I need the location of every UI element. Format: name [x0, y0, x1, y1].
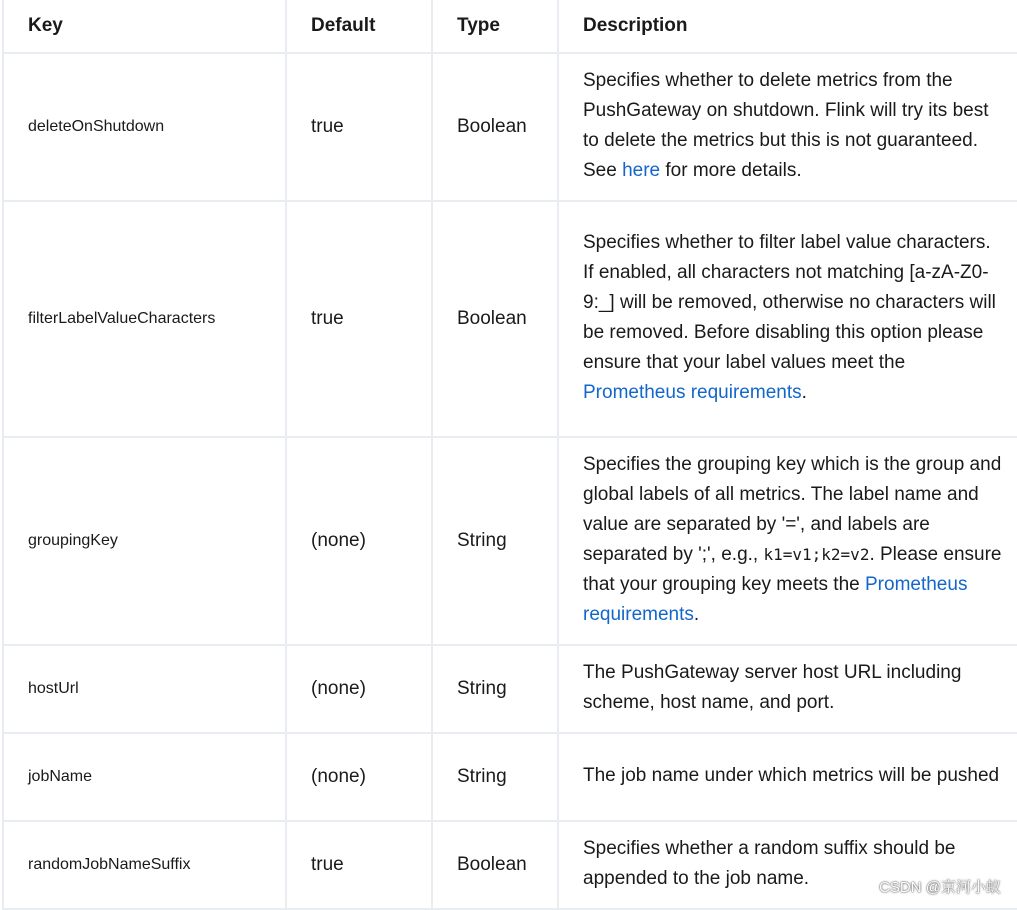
description-text: Specifies whether to filter label value characters. If enabled, all characters not matching [a-zA-Z0-9:_] will be removed, otherwise no characters will be removed. Before disabling this option please ensure that your label values meet the	[583, 232, 996, 373]
table-row	[3, 821, 1017, 909]
key-cell: randomJobNameSuffix	[3, 821, 286, 909]
description-cell: Specifies whether a random suffix should be appended to the job name.	[558, 821, 1017, 909]
description-cell	[558, 201, 1017, 437]
type-cell: String	[432, 645, 558, 733]
prometheus-requirements-link[interactable]: Prometheus requirements	[583, 382, 802, 403]
description-text: for more details.	[660, 160, 802, 181]
description-cell	[558, 437, 1017, 645]
key-cell: jobName	[3, 733, 286, 821]
description-text: Specifies the grouping key which is the group and global labels of all metrics. The label name and value are separated by '=', and labels are separated by ';', e.g.,	[583, 454, 1002, 565]
prometheus-requirements-link[interactable]: Prometheus requirements	[583, 574, 968, 625]
key-cell: deleteOnShutdown	[3, 53, 286, 201]
description-cell	[558, 53, 1017, 201]
table-header-row	[3, 0, 1017, 53]
here-link[interactable]: here	[622, 160, 661, 181]
description-text: . Please ensure that your grouping key meets the	[583, 544, 1002, 595]
default-cell: (none)	[286, 437, 432, 645]
example-code: k1=v1;k2=v2	[763, 545, 870, 564]
description-cell: The PushGateway server host URL including scheme, host name, and port.	[558, 645, 1017, 733]
description-text: .	[693, 604, 700, 625]
header-type: Type	[432, 0, 558, 53]
table-row	[3, 645, 1017, 733]
type-cell: Boolean	[432, 201, 558, 437]
config-options-table	[2, 0, 1017, 910]
description-text: .	[801, 382, 807, 403]
table-row	[3, 53, 1017, 201]
default-cell: (none)	[286, 645, 432, 733]
description-text: Specifies whether to delete metrics from the PushGateway on shutdown. Flink will try its best to delete the metrics but this is not guaranteed. See	[583, 70, 989, 181]
type-cell: Boolean	[432, 53, 558, 201]
key-cell: filterLabelValueCharacters	[3, 201, 286, 437]
default-cell: true	[286, 821, 432, 909]
key-cell: hostUrl	[3, 645, 286, 733]
type-cell: Boolean	[432, 821, 558, 909]
header-key: Key	[3, 0, 286, 53]
header-description: Description	[558, 0, 1017, 53]
table-row	[3, 437, 1017, 645]
default-cell: true	[286, 53, 432, 201]
table-row	[3, 733, 1017, 821]
header-default: Default	[286, 0, 432, 53]
table-row	[3, 201, 1017, 437]
description-cell: The job name under which metrics will be pushed	[558, 733, 1017, 821]
type-cell: String	[432, 437, 558, 645]
watermark: CSDN @京河小蚁	[879, 879, 1001, 896]
key-cell: groupingKey	[3, 437, 286, 645]
default-cell: true	[286, 201, 432, 437]
type-cell: String	[432, 733, 558, 821]
default-cell: (none)	[286, 733, 432, 821]
